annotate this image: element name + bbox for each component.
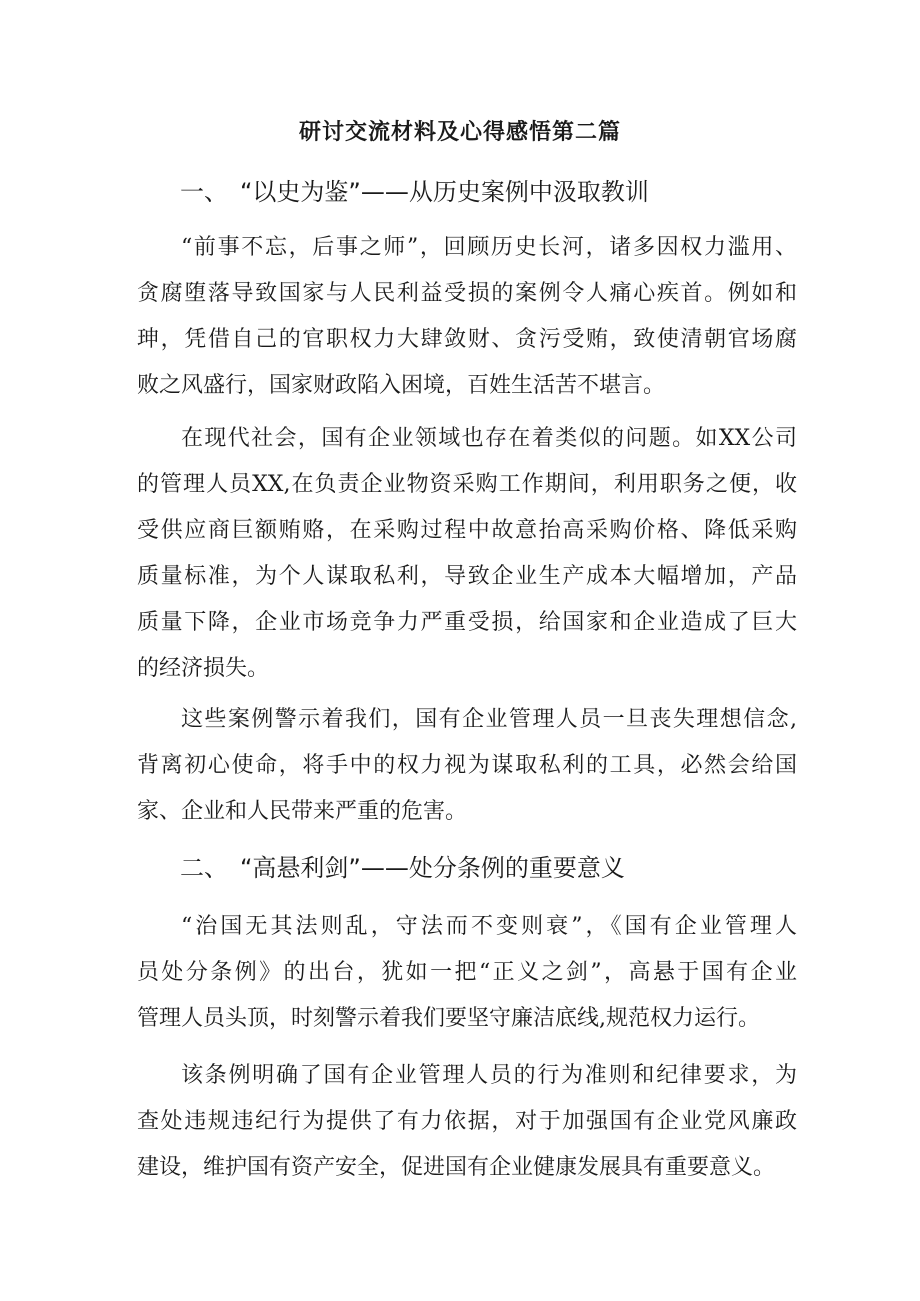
paragraph-line: 员处分条例》的出台，犹如一把“正义之剑”，高悬于国有企业 — [137, 960, 797, 985]
paragraph-line: 珅，凭借自己的官职权力大肆敛财、贪污受贿，致使清朝官场腐 — [137, 327, 797, 352]
paragraph-line: 这些案例警示着我们，国有企业管理人员一旦丧失理想信念, — [181, 707, 797, 732]
section-number: 二、 — [180, 854, 228, 882]
document-title: 研讨交流材料及心得感悟第二篇 — [298, 119, 621, 145]
paragraph-line: 受供应商巨额贿赂，在采购过程中故意抬高采购价格、降低采购 — [137, 518, 797, 543]
paragraph-line: “前事不忘，后事之师”，回顾历史长河，诸多因权力滥用、 — [181, 235, 797, 260]
paragraph — [137, 1053, 797, 1191]
paragraph — [137, 697, 797, 835]
paragraph-line: 背离初心使命，将手中的权力视为谋取私利的工具，必然会给国 — [137, 753, 797, 778]
paragraph — [137, 225, 797, 409]
section-heading-text: “高悬利剑”——处分条例的重要意义 — [240, 854, 625, 882]
paragraph-line: “治国无其法则乱，守法而不变则衰”，《国有企业管理人 — [181, 914, 797, 939]
paragraph-line: 该条例明确了国有企业管理人员的行为准则和纪律要求，为 — [181, 1063, 797, 1088]
section-heading-1 — [180, 172, 800, 212]
paragraph-line: 质量下降，企业市场竞争力严重受损，给国家和企业造成了巨大 — [137, 610, 797, 635]
paragraph-line: 家、企业和人民带来严重的危害。 — [137, 799, 468, 824]
paragraph-line: 的经济损失。 — [137, 656, 270, 681]
paragraph-line: 建设，维护国有资产安全，促进国有企业健康发展具有重要意义。 — [137, 1155, 776, 1180]
paragraph — [137, 416, 797, 692]
paragraph-line: 败之风盛行，国家财政陷入困境，百姓生活苦不堪言。 — [137, 373, 666, 398]
paragraph — [137, 904, 797, 1042]
paragraph-line: 贪腐堕落导致国家与人民利益受损的案例令人痛心疾首。例如和 — [137, 281, 797, 306]
paragraph-line: 质量标准，为个人谋取私利，导致企业生产成本大幅增加，产品 — [137, 564, 797, 589]
section-heading-text: “以史为鉴”——从历史案例中汲取教训 — [240, 178, 649, 206]
section-number: 一、 — [180, 178, 228, 206]
paragraph-line: 在现代社会，国有企业领域也存在着类似的问题。如XX公司 — [181, 426, 797, 451]
paragraph-line: 查处违规违纪行为提供了有力依据，对于加强国有企业党风廉政 — [137, 1109, 797, 1134]
paragraph-line: 管理人员头顶，时刻警示着我们要坚守廉洁底线,规范权力运行。 — [137, 1006, 760, 1031]
paragraph-line: 的管理人员XX,在负责企业物资采购工作期间，利用职务之便，收 — [137, 472, 797, 497]
section-heading-2 — [180, 848, 800, 888]
